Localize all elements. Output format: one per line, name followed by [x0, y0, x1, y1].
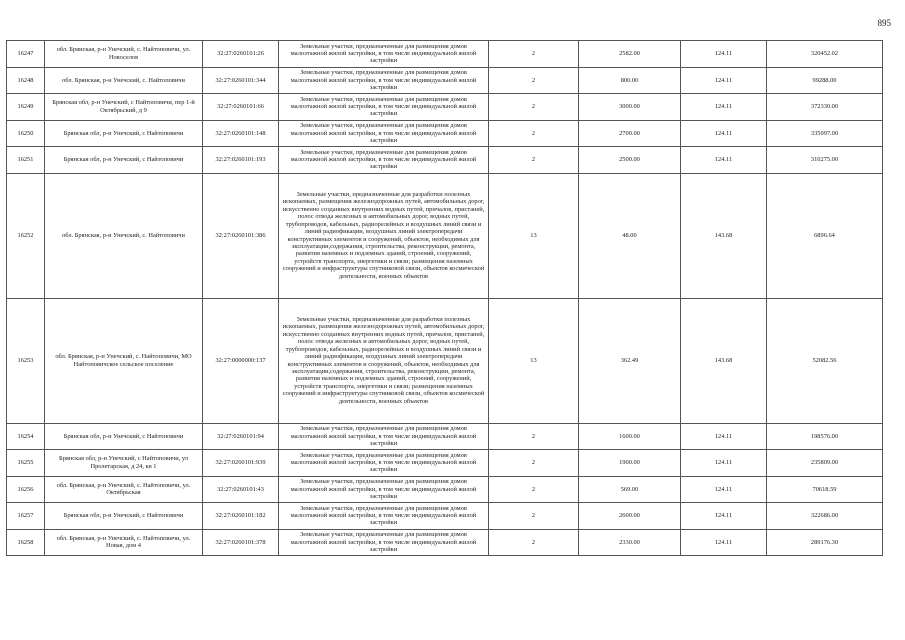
- cadastral-value-cell: 320452.02: [767, 41, 883, 68]
- area-cell: 48.00: [579, 173, 681, 298]
- cadastral-value-cell: 289176.30: [767, 529, 883, 556]
- rate-cell: 124.11: [681, 529, 767, 556]
- rate-cell: 124.11: [681, 94, 767, 121]
- category-cell: 2: [489, 450, 579, 477]
- row-number-cell: 16255: [7, 450, 45, 477]
- category-cell: 2: [489, 476, 579, 503]
- table-row: [7, 450, 883, 477]
- rate-cell: 124.11: [681, 120, 767, 147]
- category-cell: 2: [489, 120, 579, 147]
- table-row: [7, 147, 883, 174]
- area-cell: 800.00: [579, 67, 681, 94]
- row-number-cell: 16256: [7, 476, 45, 503]
- address-cell: обл. Брянская, р-н Унечский, с. Найтоповичи, ул. Октябрьская: [45, 476, 203, 503]
- cadastral-number-cell: 32:27:0260101:344: [203, 67, 279, 94]
- address-cell: Брянская обл, р-н Унечский, с Найтоповичи, ул Пролетарская, д 24, кв 1: [45, 450, 203, 477]
- category-cell: 2: [489, 423, 579, 450]
- cadastral-value-cell: 99288.00: [767, 67, 883, 94]
- table-row: [7, 120, 883, 147]
- rate-cell: 143.68: [681, 298, 767, 423]
- category-cell: 2: [489, 503, 579, 530]
- rate-cell: 124.11: [681, 450, 767, 477]
- row-number-cell: 16252: [7, 173, 45, 298]
- land-use-cell: Земельные участки, предназначенные для размещения домов малоэтажной жилой застройки, в том числе индивидуальной жилой застройки: [279, 503, 489, 530]
- address-cell: Брянская обл, р-н Унечский, с Найтоповичи: [45, 147, 203, 174]
- area-cell: 1900.00: [579, 450, 681, 477]
- table-row: [7, 503, 883, 530]
- land-use-cell: Земельные участки, предназначенные для разработки полезных ископаемых, размещения железнодорожных путей, автомобильных дорог, искусственно созданных внутренних водных путей, причалов, пристаней, полос отвода железных и автомобильных дорог, водных путей, трубопроводов, кабельных, радиорелейных и воздушных линий связи и линий радиофикации, воздушных линий электропередачи конструктивных элементов и сооружений, объектов, необходимых для эксплуатации,содержания, строительства, реконструкции, ремонта, развития наземных и подземных зданий, строений, сооружений, устройств транспорта, энергетики и связи; размещения наземных сооружений и инфраструктуры спутниковой связи, объектов космической деятельности, военных объектов: [279, 298, 489, 423]
- category-cell: 2: [489, 147, 579, 174]
- category-cell: 13: [489, 173, 579, 298]
- cadastral-value-cell: 70618.59: [767, 476, 883, 503]
- category-cell: 2: [489, 94, 579, 121]
- area-cell: 2330.00: [579, 529, 681, 556]
- rate-cell: 124.11: [681, 476, 767, 503]
- address-cell: обл. Брянская, р-н Унечский, с. Найтоповичи, ул. Новая, дом 4: [45, 529, 203, 556]
- land-registry-table: [6, 40, 883, 556]
- category-cell: 2: [489, 41, 579, 68]
- address-cell: Брянская обл, р-н Унечский, с Найтоповичи: [45, 120, 203, 147]
- land-use-cell: Земельные участки, предназначенные для размещения домов малоэтажной жилой застройки, в том числе индивидуальной жилой застройки: [279, 67, 489, 94]
- area-cell: 3000.00: [579, 94, 681, 121]
- table-row: [7, 298, 883, 423]
- cadastral-value-cell: 335097.00: [767, 120, 883, 147]
- table-row: [7, 94, 883, 121]
- table-row: [7, 67, 883, 94]
- rate-cell: 124.11: [681, 67, 767, 94]
- cadastral-value-cell: 6896.64: [767, 173, 883, 298]
- land-use-cell: Земельные участки, предназначенные для размещения домов малоэтажной жилой застройки, в том числе индивидуальной жилой застройки: [279, 450, 489, 477]
- land-use-cell: Земельные участки, предназначенные для размещения домов малоэтажной жилой застройки, в том числе индивидуальной жилой застройки: [279, 529, 489, 556]
- land-use-cell: Земельные участки, предназначенные для размещения домов малоэтажной жилой застройки, в том числе индивидуальной жилой застройки: [279, 476, 489, 503]
- address-cell: обл. Брянская, р-н Унечский, с. Найтоповичи, ул. Новоселов: [45, 41, 203, 68]
- table-row: [7, 173, 883, 298]
- area-cell: 1600.00: [579, 423, 681, 450]
- cadastral-value-cell: 372330.00: [767, 94, 883, 121]
- area-cell: 2500.00: [579, 147, 681, 174]
- address-cell: Брянская обл, р-н Унечский, с Найтоповичи: [45, 503, 203, 530]
- area-cell: 2600.00: [579, 503, 681, 530]
- cadastral-number-cell: 32:27:0260101:148: [203, 120, 279, 147]
- cadastral-number-cell: 32:27:0260101:43: [203, 476, 279, 503]
- cadastral-value-cell: 322686.00: [767, 503, 883, 530]
- registry-body: [7, 41, 883, 556]
- rate-cell: 124.11: [681, 147, 767, 174]
- cadastral-number-cell: 32:27:0260101:26: [203, 41, 279, 68]
- land-use-cell: Земельные участки, предназначенные для размещения домов малоэтажной жилой застройки, в том числе индивидуальной жилой застройки: [279, 41, 489, 68]
- table-row: [7, 476, 883, 503]
- address-cell: обл. Брянская, р-н Унечский, с. Найтоповичи, МО Найтоповичское сельское поселение: [45, 298, 203, 423]
- rate-cell: 143.68: [681, 173, 767, 298]
- area-cell: 2700.00: [579, 120, 681, 147]
- cadastral-number-cell: 32:27:0260101:939: [203, 450, 279, 477]
- land-use-cell: Земельные участки, предназначенные для размещения домов малоэтажной жилой застройки, в том числе индивидуальной жилой застройки: [279, 147, 489, 174]
- row-number-cell: 16249: [7, 94, 45, 121]
- cadastral-value-cell: 235809.00: [767, 450, 883, 477]
- cadastral-number-cell: 32:27:0260101:386: [203, 173, 279, 298]
- page-number: 895: [877, 18, 891, 28]
- row-number-cell: 16254: [7, 423, 45, 450]
- cadastral-number-cell: 32:27:0260101:66: [203, 94, 279, 121]
- cadastral-value-cell: 52082.56: [767, 298, 883, 423]
- table-row: [7, 423, 883, 450]
- address-cell: Брянская обл, р-н Унечский, с Найтоповичи, пер 1-й Октябрьский, д 9: [45, 94, 203, 121]
- cadastral-number-cell: 32:27:0260101:378: [203, 529, 279, 556]
- cadastral-number-cell: 32:27:0000000:137: [203, 298, 279, 423]
- land-use-cell: Земельные участки, предназначенные для размещения домов малоэтажной жилой застройки, в том числе индивидуальной жилой застройки: [279, 94, 489, 121]
- land-use-cell: Земельные участки, предназначенные для размещения домов малоэтажной жилой застройки, в том числе индивидуальной жилой застройки: [279, 423, 489, 450]
- cadastral-value-cell: 198576.00: [767, 423, 883, 450]
- cadastral-number-cell: 32:27:0260101:94: [203, 423, 279, 450]
- rate-cell: 124.11: [681, 423, 767, 450]
- table-row: [7, 529, 883, 556]
- row-number-cell: 16253: [7, 298, 45, 423]
- table-row: [7, 41, 883, 68]
- area-cell: 2582.00: [579, 41, 681, 68]
- rate-cell: 124.11: [681, 503, 767, 530]
- address-cell: обл. Брянская, р-н Унечский, с. Найтоповичи: [45, 173, 203, 298]
- land-use-cell: Земельные участки, предназначенные для разработки полезных ископаемых, размещения железнодорожных путей, автомобильных дорог, искусственно созданных внутренних водных путей, причалов, пристаней, полос отвода железных и автомобильных дорог, водных путей, трубопроводов, кабельных, радиорелейных и воздушных линий связи и линий радиофикации, воздушных линий электропередачи конструктивных элементов и сооружений, объектов, необходимых для эксплуатации,содержания, строительства, реконструкции, ремонта, развития наземных и подземных зданий, строений, сооружений, устройств транспорта, энергетики и связи; размещения наземных сооружений и инфраструктуры спутниковой связи, объектов космической деятельности, военных объектов: [279, 173, 489, 298]
- row-number-cell: 16257: [7, 503, 45, 530]
- land-use-cell: Земельные участки, предназначенные для размещения домов малоэтажной жилой застройки, в том числе индивидуальной жилой застройки: [279, 120, 489, 147]
- cadastral-value-cell: 310275.00: [767, 147, 883, 174]
- area-cell: 362.49: [579, 298, 681, 423]
- cadastral-number-cell: 32:27:0260101:182: [203, 503, 279, 530]
- rate-cell: 124.11: [681, 41, 767, 68]
- category-cell: 13: [489, 298, 579, 423]
- area-cell: 569.00: [579, 476, 681, 503]
- category-cell: 2: [489, 529, 579, 556]
- row-number-cell: 16250: [7, 120, 45, 147]
- row-number-cell: 16251: [7, 147, 45, 174]
- cadastral-number-cell: 32:27:0260101:193: [203, 147, 279, 174]
- category-cell: 2: [489, 67, 579, 94]
- address-cell: Брянская обл, р-н Унечский, с Найтоповичи: [45, 423, 203, 450]
- address-cell: обл. Брянская, р-н Унечский, с. Найтоповичи: [45, 67, 203, 94]
- row-number-cell: 16247: [7, 41, 45, 68]
- row-number-cell: 16248: [7, 67, 45, 94]
- row-number-cell: 16258: [7, 529, 45, 556]
